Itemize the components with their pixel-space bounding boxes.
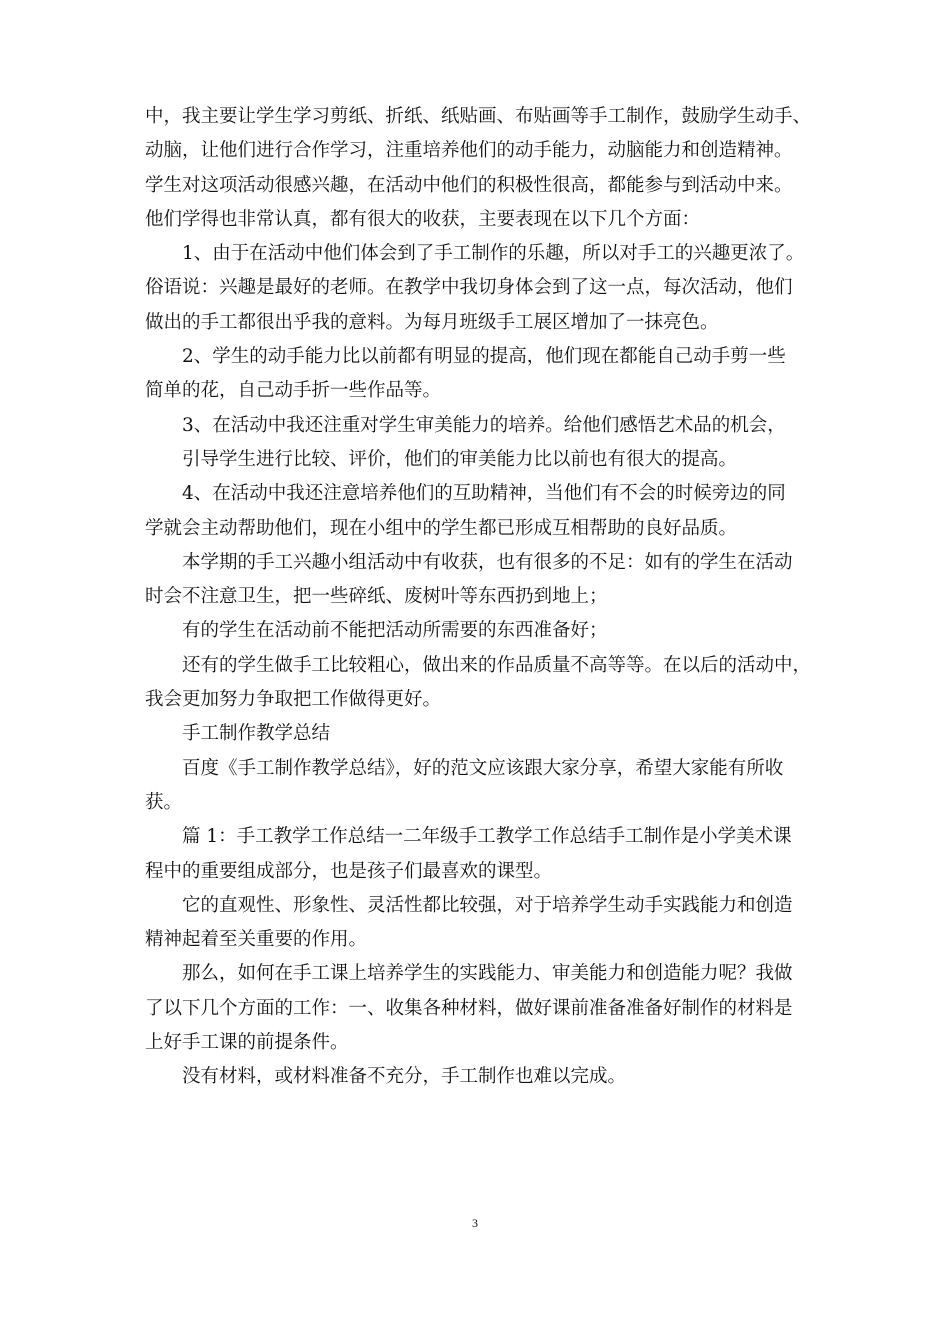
text-line: 上好手工课的前提条件。 <box>145 1032 349 1054</box>
text-line: 了以下几个方面的工作：一、收集各种材料，做好课前准备准备好制作的材料是 <box>145 997 793 1019</box>
text-line: 获。 <box>145 791 183 813</box>
text-line: 时会不注意卫生，把一些碎纸、废树叶等东西扔到地上； <box>145 586 608 608</box>
text-line: 动脑，让他们进行合作学习，注重培养他们的动手能力，动脑能力和创造精神。 <box>145 140 793 162</box>
text-line: 学就会主动帮助他们，现在小组中的学生都已形成互相帮助的良好品质。 <box>145 517 738 539</box>
document-body <box>145 100 813 1095</box>
text-line: 4、在活动中我还注意培养他们的互助精神，当他们有不会的时候旁边的同 <box>182 483 786 505</box>
text-line: 我会更加努力争取把工作做得更好。 <box>145 689 442 711</box>
text-line: 3、在活动中我还注重对学生审美能力的培养。给他们感悟艺术品的机会， <box>182 414 786 436</box>
text-line: 没有材料，或材料准备不充分，手工制作也难以完成。 <box>182 1066 627 1088</box>
page-number: 3 <box>472 1216 478 1230</box>
text-line: 它的直观性、形象性、灵活性都比较强，对于培养学生动手实践能力和创造 <box>182 894 793 916</box>
text-line: 俗语说：兴趣是最好的老师。在教学中我切身体会到了这一点，每次活动，他们 <box>145 277 793 299</box>
text-line: 1、由于在活动中他们体会到了手工制作的乐趣，所以对手工的兴趣更浓了。 <box>182 243 805 265</box>
text-line: 那么，如何在手工课上培养学生的实践能力、审美能力和创造能力呢？我做 <box>182 963 793 985</box>
text-line: 百度《手工制作教学总结》，好的范文应该跟大家分享，希望大家能有所收 <box>182 757 784 779</box>
text-line: 2、学生的动手能力比以前都有明显的提高，他们现在都能自己动手剪一些 <box>182 346 786 368</box>
text-line: 篇 1：手工教学工作总结一二年级手工教学工作总结手工制作是小学美术课 <box>182 826 792 848</box>
text-line: 手工制作教学总结 <box>182 723 331 745</box>
text-line: 有的学生在活动前不能把活动所需要的东西准备好； <box>182 620 608 642</box>
text-line: 中，我主要让学生学习剪纸、折纸、纸贴画、布贴画等手工制作，鼓励学生动手、 <box>145 106 812 127</box>
text-line: 做出的手工都很出乎我的意料。为每月班级手工展区增加了一抹亮色。 <box>145 311 719 333</box>
text-line: 还有的学生做手工比较粗心，做出来的作品质量不高等等。在以后的活动中， <box>182 654 812 676</box>
text-line: 学生对这项活动很感兴趣，在活动中他们的积极性很高，都能参与到活动中来。 <box>145 174 793 196</box>
text-line: 精神起着至关重要的作用。 <box>145 929 368 951</box>
text-line: 简单的花，自己动手折一些作品等。 <box>145 380 442 402</box>
text-line: 程中的重要组成部分，也是孩子们最喜欢的课型。 <box>145 860 553 882</box>
text-line: 本学期的手工兴趣小组活动中有收获，也有很多的不足：如有的学生在活动 <box>182 551 793 573</box>
text-line: 引导学生进行比较、评价，他们的审美能力比以前也有很大的提高。 <box>182 448 738 470</box>
text-line: 他们学得也非常认真，都有很大的收获，主要表现在以下几个方面： <box>145 208 701 230</box>
